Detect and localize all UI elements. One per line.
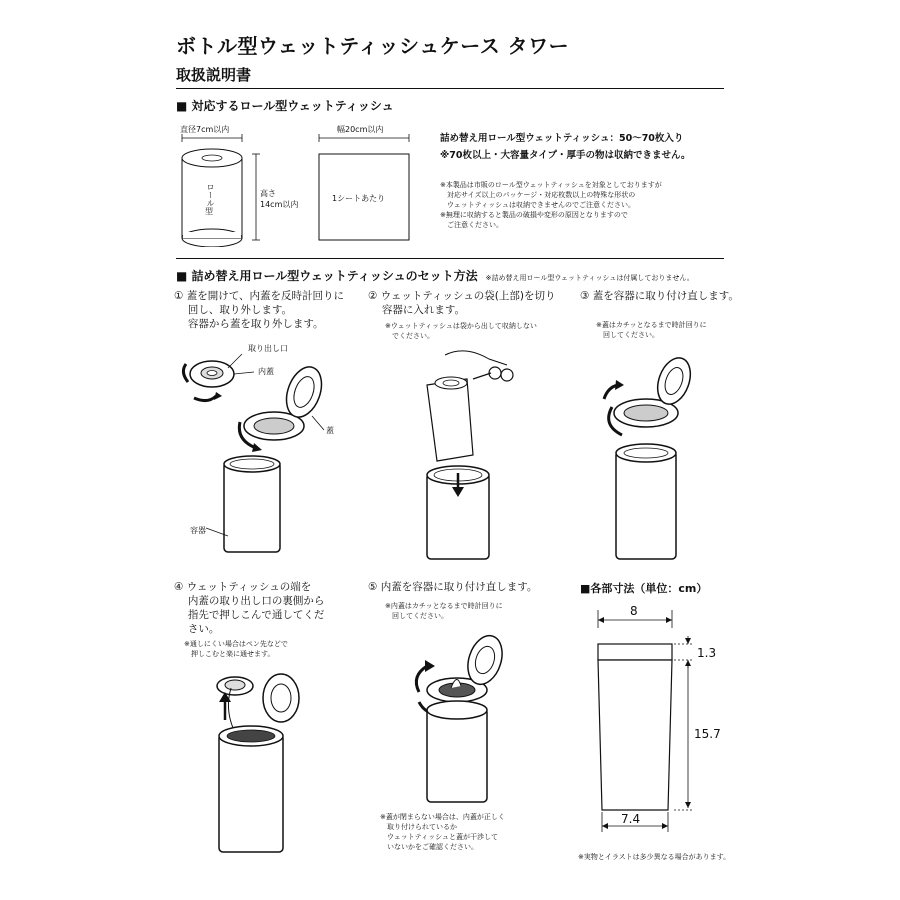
dimension-bottom-width: 7.4 xyxy=(621,812,641,826)
step-line: ② ウェットティッシュの袋(上部)を切り xyxy=(368,290,556,302)
capacity-warning: ※70枚以上・大容量タイプ・厚手の物は収納できません。 xyxy=(440,150,691,161)
step1-text xyxy=(174,289,344,331)
height-label-1: 高さ xyxy=(260,189,276,198)
step-line: 内蓋の取り出し口の裏側から xyxy=(174,595,325,607)
roll-label xyxy=(205,183,217,217)
section2-heading xyxy=(176,267,694,284)
note-line: 回してください。 xyxy=(385,612,448,620)
dimension-top-width: 8 xyxy=(630,604,638,618)
section-rule xyxy=(176,258,724,259)
note-line: ウェットティッシュと蓋が干渉して xyxy=(380,833,499,841)
note-line: ※通しにくい場合はペン先などで xyxy=(184,640,288,648)
dimension-diagram xyxy=(590,600,730,840)
roll-label-2: 型 xyxy=(205,207,213,216)
lid-label: 蓋 xyxy=(326,426,334,435)
sheet-diagram xyxy=(315,132,415,244)
step-line: さい。 xyxy=(174,623,220,635)
container-label: 容器 xyxy=(190,526,206,535)
section1-notes xyxy=(440,180,662,230)
note-line: 回してください。 xyxy=(596,331,659,339)
step5-illustration xyxy=(405,632,520,807)
step5-text: ⑤ 内蓋を容器に取り付け直します。 xyxy=(368,581,538,593)
section1-heading: ■ 対応するロール型ウェットティッシュ xyxy=(176,99,394,113)
outlet-label: 取り出し口 xyxy=(248,344,288,353)
note-line: ご注意ください。 xyxy=(440,221,503,229)
capacity-text: 詰め替え用ロール型ウェットティッシュ：50〜70枚入り xyxy=(440,133,684,144)
step2-text xyxy=(368,289,555,317)
step-line: 回し、取り外します。 xyxy=(174,304,292,316)
sheet-label: 1シートあたり xyxy=(332,194,386,203)
note-line: ※無理に収納すると製品の破損や変形の原因となりますので xyxy=(440,211,628,219)
note-line: ※内蓋はカチッとなるまで時計回りに xyxy=(385,602,503,610)
sheet-width-label: 幅20cm以内 xyxy=(337,125,384,134)
roll-diameter-label: 直径7cm以内 xyxy=(180,125,230,134)
step5-note xyxy=(385,601,503,621)
dimensions-heading: ■各部寸法（単位：cm） xyxy=(580,582,708,595)
note-line: いないかをご確認ください。 xyxy=(380,843,478,851)
dimensions-footnote: ※実物とイラストは多少異なる場合があります。 xyxy=(578,853,731,861)
step4-text xyxy=(174,580,324,636)
note-line: ※ウェットティッシュは袋から出して収納しない xyxy=(385,322,537,330)
note-line: 取り付けられているか xyxy=(380,823,457,831)
note-line: 対応サイズ以上のパッケージ・対応枚数以上の特殊な形状の xyxy=(440,191,636,199)
note-line: ※蓋が閉まらない場合は、内蓋が正しく xyxy=(380,813,505,821)
header-rule xyxy=(176,88,724,89)
step2-illustration xyxy=(415,345,525,565)
step5-bottom-note xyxy=(380,812,505,852)
note-line: ウェットティッシュは収納できませんのでご注意ください。 xyxy=(440,201,636,209)
step-line: 容器から蓋を取り外します。 xyxy=(174,318,324,330)
note-line: 押しこむと楽に通せます。 xyxy=(184,650,275,658)
step4-illustration xyxy=(205,668,315,863)
page-title: ボトル型ウェットティッシュケース タワー xyxy=(176,34,570,58)
inner-lid-label: 内蓋 xyxy=(258,367,274,376)
height-label xyxy=(260,188,298,210)
roll-label-1: ロール xyxy=(206,183,215,207)
step3-note xyxy=(596,320,707,340)
note-line: ※蓋はカチッとなるまで時計回りに xyxy=(596,321,707,329)
step-line: ① 蓋を開けて、内蓋を反時計回りに xyxy=(174,290,345,302)
section2-heading-note: ※詰め替え用ロール型ウェットティッシュは付属しておりません。 xyxy=(485,274,694,282)
dimension-body-height: 15.7 xyxy=(694,727,721,741)
step2-note xyxy=(385,321,537,341)
note-line: でください。 xyxy=(385,332,434,340)
height-label-2: 14cm以内 xyxy=(260,200,299,209)
page-subtitle: 取扱説明書 xyxy=(176,66,252,84)
step-line: 容器に入れます。 xyxy=(368,304,465,316)
step3-illustration xyxy=(592,355,702,565)
dimension-lid-height: 1.3 xyxy=(697,646,717,660)
step-line: ④ ウェットティッシュの端を xyxy=(174,581,312,593)
step3-text: ③ 蓋を容器に取り付け直します。 xyxy=(580,290,739,302)
step4-note xyxy=(184,639,288,659)
step-line: 指先で押しこんで通してくだ xyxy=(174,609,325,621)
note-line: ※本製品は市販のロール型ウェットティッシュを対象としておりますが xyxy=(440,181,662,189)
section2-heading-text: ■ 詰め替え用ロール型ウェットティッシュのセット方法 xyxy=(176,269,478,283)
